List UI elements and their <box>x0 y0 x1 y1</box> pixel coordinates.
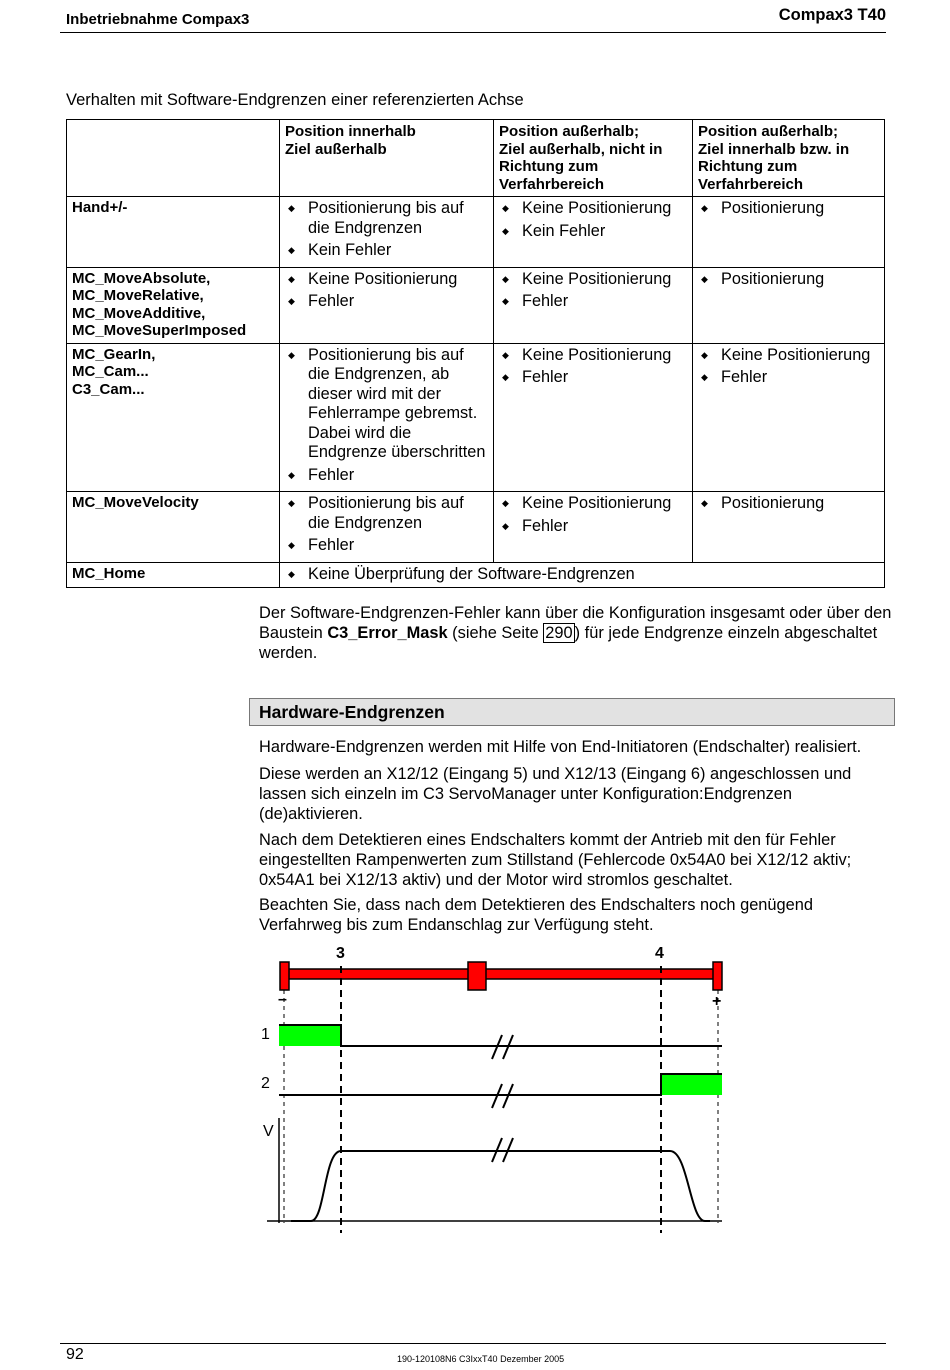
bullet-item: ◆ Fehler <box>499 368 687 388</box>
bullet-item: ◆ Keine Positionierung <box>499 494 687 514</box>
column-header <box>693 120 885 197</box>
bullet-item: ◆ Keine Positionierung <box>285 270 488 290</box>
row-header-line: C3_Cam... <box>72 380 145 398</box>
marker-4-label: 4 <box>655 945 664 962</box>
bullet-item: ◆ Positionierung <box>698 270 879 290</box>
travel-rail <box>284 969 718 979</box>
bullet-item: ◆ Keine Überprüfung der Software-Endgrenzen <box>285 565 879 585</box>
table-row <box>67 267 885 343</box>
bullet-list <box>698 199 879 219</box>
plus-label: + <box>712 993 722 1010</box>
bullet-list <box>499 346 687 388</box>
section-title: Verhalten mit Software-Endgrenzen einer referenzierten Achse <box>66 91 524 109</box>
signal-2-active <box>661 1074 722 1095</box>
header-rule <box>60 32 886 33</box>
software-limits-table <box>66 119 885 588</box>
rail-end-left <box>280 962 289 990</box>
table-corner-cell <box>67 120 280 197</box>
bullet-list <box>285 199 488 261</box>
column-header-line: Ziel außerhalb, nicht in <box>499 140 663 158</box>
bullet-list <box>698 494 879 514</box>
row-header-line: MC_MoveAdditive, <box>72 304 206 322</box>
bullet-item: ◆ Positionierung <box>698 199 879 219</box>
column-header <box>494 120 693 197</box>
column-header-line: Position außerhalb; <box>499 123 640 140</box>
note-text-3: ) für jede Endgrenze einzeln abgeschaltet werden. <box>259 624 878 662</box>
bullet-item: ◆ Fehler <box>285 292 488 312</box>
bullet-item: ◆ Positionierung bis auf die Endgrenzen <box>285 199 488 238</box>
column-header-line: Position außerhalb; <box>698 123 839 140</box>
velocity-axis-label: V <box>263 1123 274 1140</box>
column-header-line: Ziel außerhalb <box>285 140 387 158</box>
table-row <box>67 197 885 268</box>
bullet-list <box>285 346 488 486</box>
row-header-line: MC_MoveVelocity <box>72 494 199 511</box>
bullet-item: ◆ Fehler <box>499 517 687 537</box>
note-function-name: C3_Error_Mask <box>327 624 448 642</box>
bullet-item: ◆ Keine Positionierung <box>499 346 687 366</box>
hw-paragraph-3: Nach dem Detektieren eines Endschalters kommt der Antrieb mit den für Fehler eingestellten Rampenwerten zum Stillstand (Fehlercode 0x54A0 bei X12/12 aktiv; 0x54A1 bei X12/13 aktiv) und der Motor wird stromlos geschaltet. <box>259 831 852 889</box>
row-header-line: MC_MoveRelative, <box>72 287 204 304</box>
table-cell <box>494 492 693 563</box>
bullet-item: ◆ Keine Positionierung <box>698 346 879 366</box>
bullet-list <box>285 494 488 556</box>
signal-2-label: 2 <box>261 1075 270 1092</box>
table-cell <box>494 267 693 343</box>
header-right: Compax3 T40 <box>778 6 886 24</box>
table-cell <box>280 197 494 268</box>
column-header-line: Ziel innerhalb bzw. in <box>698 140 850 158</box>
table-cell <box>693 197 885 268</box>
hardware-section-title: Hardware-Endgrenzen <box>259 702 445 722</box>
row-header <box>67 267 280 343</box>
bullet-item: ◆ Keine Positionierung <box>499 199 687 219</box>
hw-paragraph-4: Beachten Sie, dass nach dem Detektieren des Endschalters noch genügend Verfahrweg bis zum Endanschlag zur Verfügung steht. <box>259 896 814 934</box>
column-header-line: Richtung zum <box>698 158 798 175</box>
note-text-1: Der Software-Endgrenzen-Fehler kann über die Konfiguration insgesamt oder über den Baustein <box>259 604 892 642</box>
bullet-item: ◆ Fehler <box>698 368 879 388</box>
bullet-item: ◆ Kein Fehler <box>285 241 488 261</box>
table-cell <box>494 197 693 268</box>
bullet-item: ◆ Positionierung bis auf die Endgrenzen <box>285 494 488 533</box>
rail-carriage <box>468 962 486 990</box>
table-cell <box>280 343 494 492</box>
table-cell-span <box>280 562 885 588</box>
row-header-line: MC_MoveAbsolute, <box>72 269 211 287</box>
bullet-item: ◆ Kein Fehler <box>499 222 687 242</box>
table-header-row <box>67 120 885 197</box>
table-cell <box>280 492 494 563</box>
row-header <box>67 343 280 492</box>
marker-3-label: 3 <box>336 945 345 962</box>
table-row <box>67 492 885 563</box>
hw-paragraph-1: Hardware-Endgrenzen werden mit Hilfe von End-Initiatoren (Endschalter) realisiert. <box>259 738 862 756</box>
row-header-line: MC_MoveSuperImposed <box>72 322 247 339</box>
bullet-item: ◆ Fehler <box>285 466 488 486</box>
table-row-home <box>67 562 885 588</box>
column-header-line: Verfahrbereich <box>499 175 605 193</box>
bullet-item: ◆ Fehler <box>285 536 488 556</box>
note-paragraph <box>259 603 899 663</box>
footer-rule <box>60 1343 886 1344</box>
column-header-line: Verfahrbereich <box>698 175 804 193</box>
row-header <box>67 492 280 563</box>
bullet-item: ◆ Keine Positionierung <box>499 270 687 290</box>
row-header: MC_Home <box>67 562 280 588</box>
column-header-line: Richtung zum <box>499 158 599 175</box>
bullet-list <box>698 346 879 388</box>
page-number: 92 <box>66 1346 84 1363</box>
hardware-section-header <box>249 698 895 726</box>
signal-2-trace <box>279 1074 722 1095</box>
table-cell <box>494 343 693 492</box>
table-cell <box>693 343 885 492</box>
column-header <box>280 120 494 197</box>
bullet-item: ◆ Positionierung <box>698 494 879 514</box>
table-cell <box>280 267 494 343</box>
limit-switch-diagram <box>250 938 740 1238</box>
hw-paragraph-2: Diese werden an X12/12 (Eingang 5) und X12/13 (Eingang 6) angeschlossen und lassen sich einzeln im C3 ServoManager unter Konfiguration:Endgrenzen (de)aktivieren. <box>259 765 852 823</box>
document-reference: 190-120108N6 C3IxxT40 Dezember 2005 <box>397 1354 565 1364</box>
page-reference-link[interactable]: 290 <box>545 624 573 642</box>
signal-1-trace <box>279 1025 722 1046</box>
bullet-item: ◆ Positionierung bis auf die Endgrenzen, ab dieser wird mit der Fehlerrampe gebremst. Dabei wird die Endgrenze überschritten <box>285 346 488 463</box>
header-left: Inbetriebnahme Compax3 <box>66 11 250 28</box>
row-header-line: MC_GearIn, <box>72 345 156 363</box>
signal-1-active <box>279 1025 341 1046</box>
column-header-line: Position innerhalb <box>285 123 416 140</box>
row-header <box>67 197 280 268</box>
table-cell <box>693 492 885 563</box>
row-header-line: Hand+/- <box>72 199 128 216</box>
bullet-list <box>499 494 687 536</box>
velocity-profile <box>291 1151 710 1221</box>
bullet-list <box>285 270 488 312</box>
bullet-list <box>499 270 687 312</box>
table-cell <box>693 267 885 343</box>
row-header-line: MC_Cam... <box>72 363 149 380</box>
signal-1-label: 1 <box>261 1026 270 1043</box>
bullet-list <box>499 199 687 241</box>
note-text-2: (siehe Seite <box>447 624 544 642</box>
table-row <box>67 343 885 492</box>
bullet-list <box>698 270 879 290</box>
rail-end-right <box>713 962 722 990</box>
bullet-list <box>285 565 879 585</box>
bullet-item: ◆ Fehler <box>499 292 687 312</box>
minus-label: – <box>278 991 287 1008</box>
